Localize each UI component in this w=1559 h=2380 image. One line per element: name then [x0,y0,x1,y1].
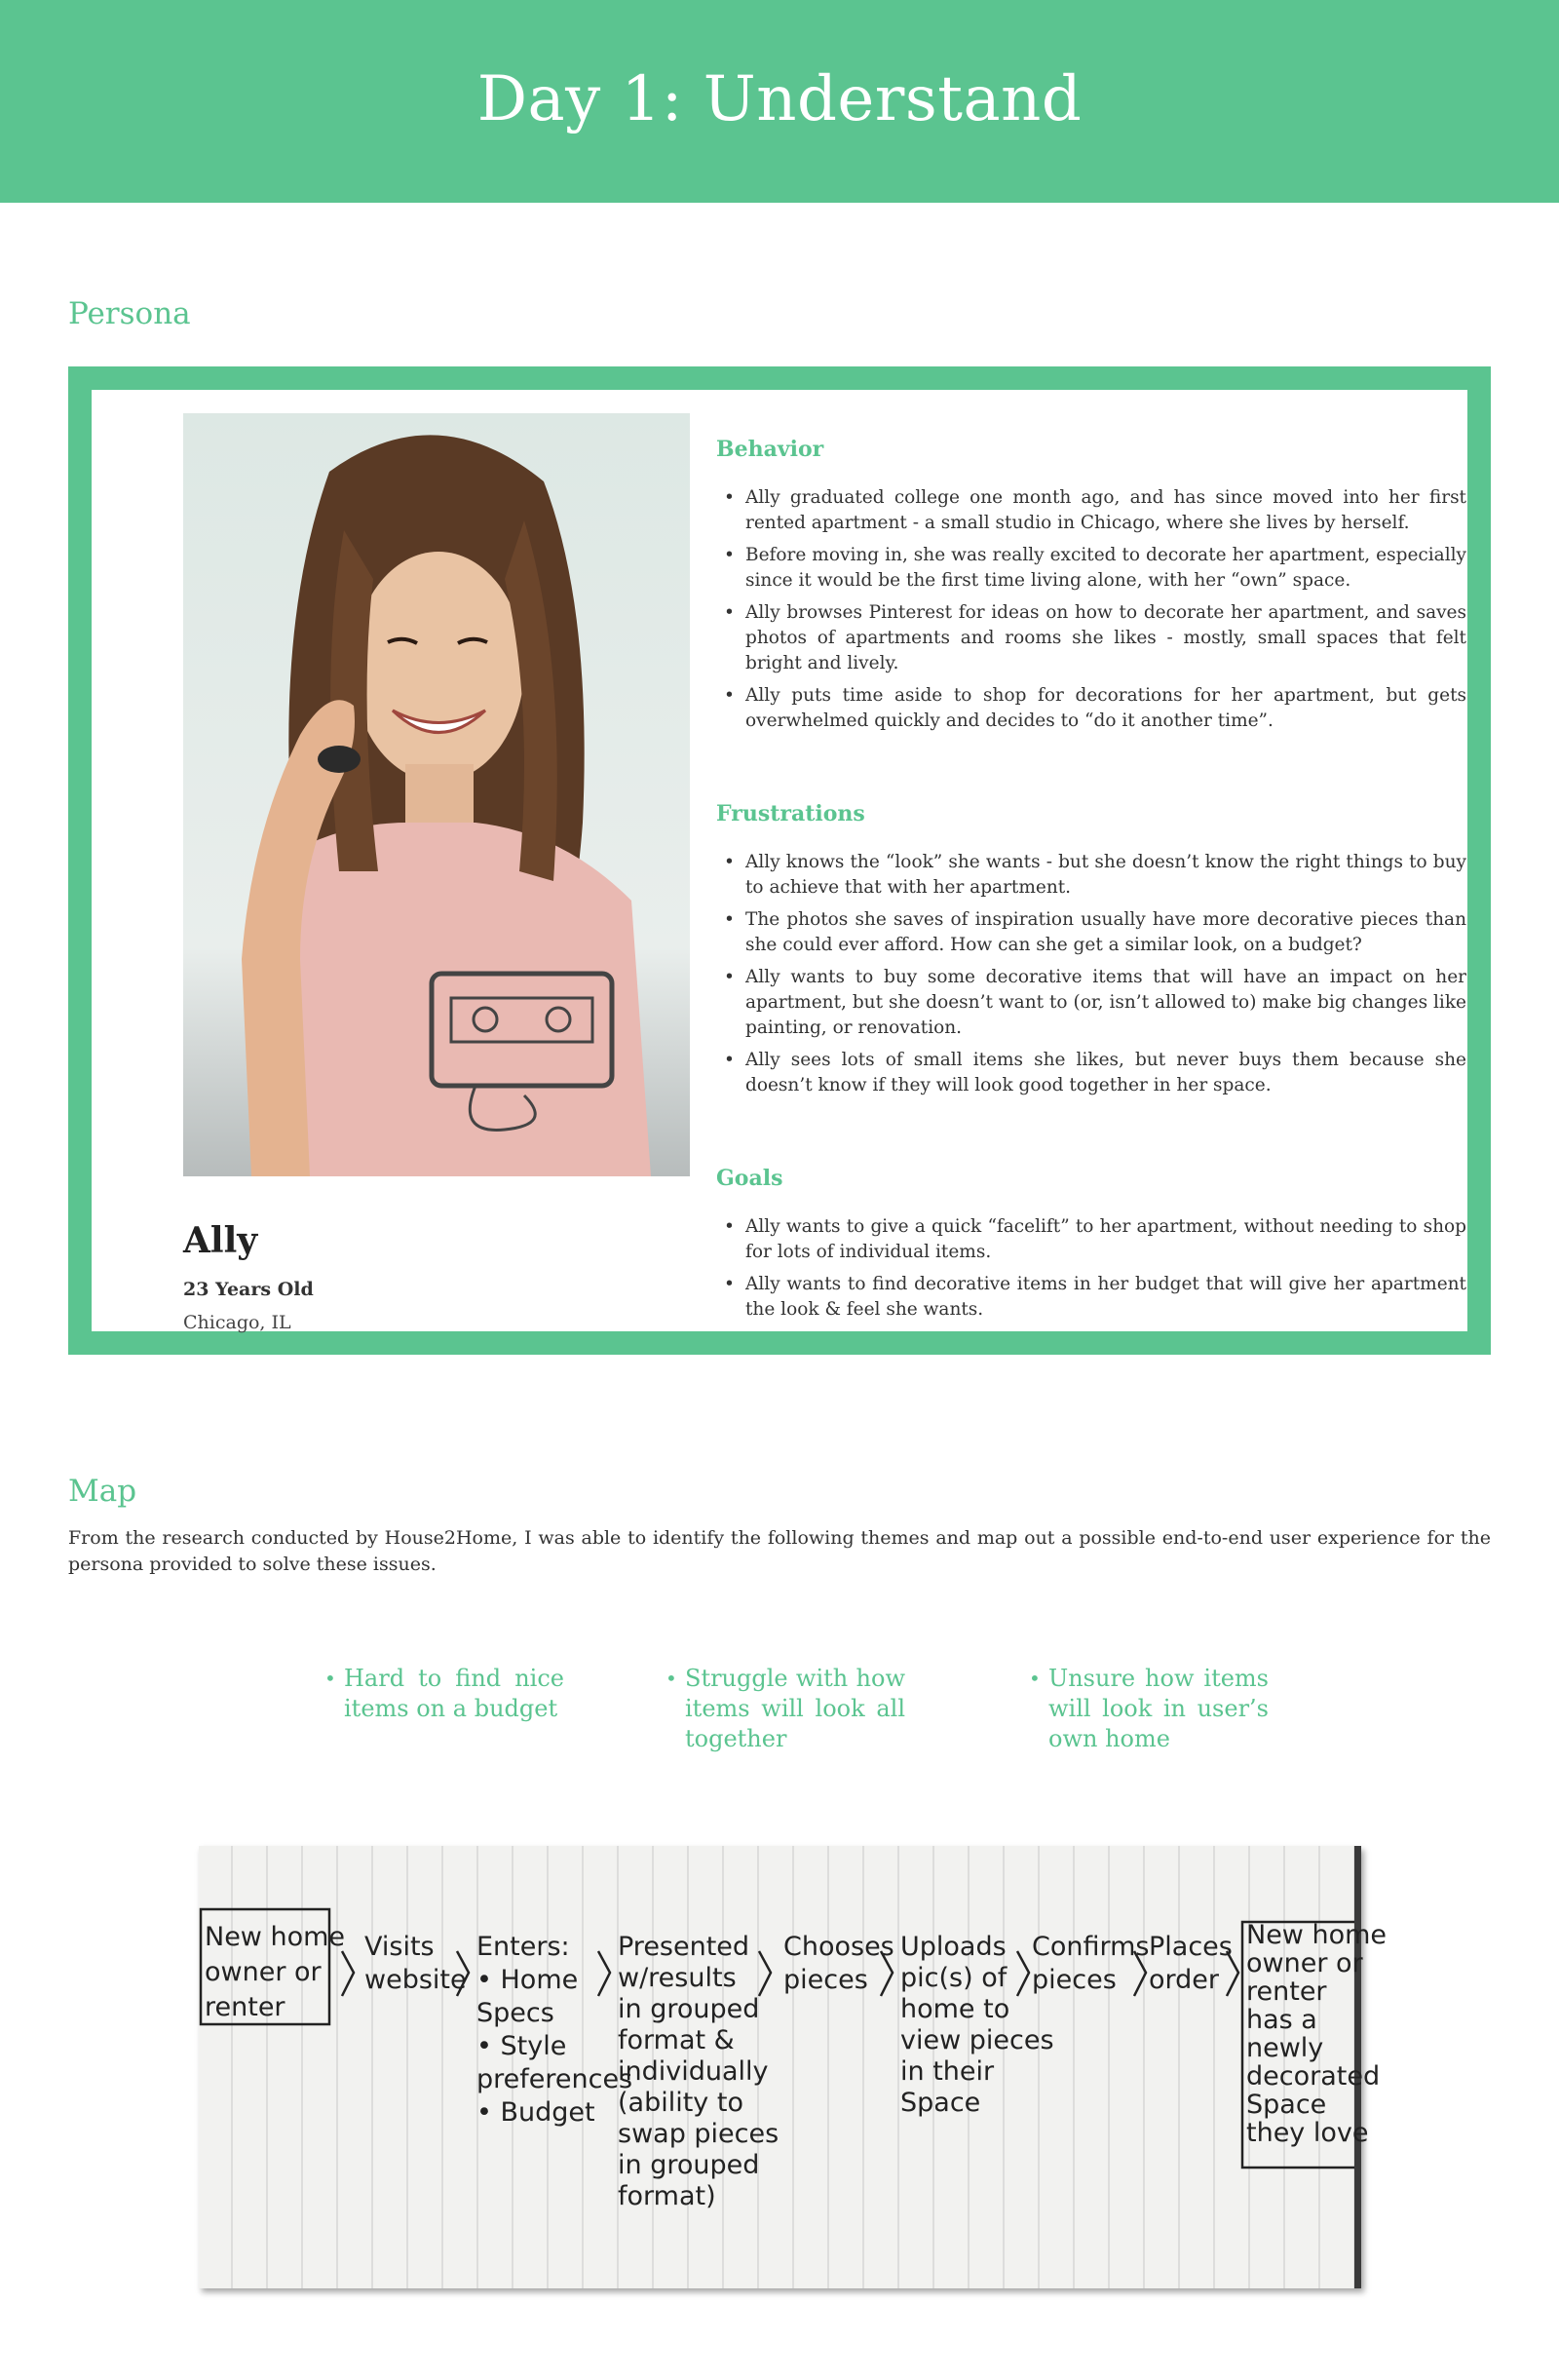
list-item: • Ally browses Pinterest for ideas on how to decorate her apartment, and saves photos of apartments and rooms she likes - mostly, small spaces that felt bright and lively. [716,600,1466,676]
sketch-step-text: website [364,1965,467,1995]
sketch-end-text: renter [1246,1977,1327,2007]
goals-heading: Goals [716,1166,783,1191]
sketch-step-text: w/results [618,1963,737,1993]
arrow-chevron [1017,1951,1029,1996]
sketch-step-text: Space [900,2088,981,2118]
goals-section [716,1166,1466,1329]
behavior-heading: Behavior [716,437,824,462]
theme-item: • Struggle with how items will look all together [662,1664,905,1754]
sketch-start-text: New home [205,1922,346,1952]
sketch-step-text: Places [1149,1932,1233,1962]
list-item: • Before moving in, she was really excited to decorate her apartment, especially since it would be the first time living alone, with her “own” space. [716,543,1466,594]
frustrations-heading: Frustrations [716,801,865,826]
sketch-step-text: swap pieces [618,2119,780,2149]
list-item: • Ally wants to give a quick “facelift” to her apartment, without needing to shop for lots of individual items. [716,1214,1466,1265]
sketch-step-text: in grouped [618,2150,760,2180]
persona-name: Ally [183,1220,258,1261]
sketch-step-text: Visits [364,1932,435,1962]
list-item: • Ally graduated college one month ago, and has since moved into her first rented apartment - a small studio in Chicago, where she lives by herself. [716,485,1466,536]
sketch-step-text: Uploads [900,1932,1007,1962]
behavior-section [716,437,1466,741]
sketch-step-text: pic(s) of [900,1963,1008,1993]
arrow-chevron [342,1951,354,1996]
sketch-step-text: Confirms [1032,1932,1150,1962]
persona-location: Chicago, IL [183,1312,291,1333]
persona-section-title: Persona [68,296,191,331]
sketch-step-text: in their [900,2056,995,2087]
sketch-end-text: Space [1246,2090,1327,2120]
sketch-step-text: Chooses [783,1932,894,1962]
list-item: • The photos she saves of inspiration usually have more decorative pieces than she could ever afford. How can she get a similar look, on a budget? [716,907,1466,958]
sketch-step-text: Enters: [476,1932,570,1962]
sketch-step-text: (ability to [618,2088,743,2118]
sketch-end-text: owner or [1246,1948,1363,1978]
arrow-chevron [598,1951,610,1996]
sketch-step-text: • Home [476,1965,579,1995]
sketch-step-text: • Style [476,2031,567,2061]
page-header [0,0,1559,203]
frustrations-section [716,801,1466,1105]
sketch-step-text: format) [618,2181,716,2211]
theme-item: • Unsure how items will look in user’s own home [1025,1664,1269,1754]
list-item: • Ally puts time aside to shop for decorations for her apartment, but gets overwhelmed quickly and decides to “do it another time”. [716,683,1466,734]
persona-card [68,366,1491,1355]
sketch-step-text: Specs [476,1998,554,2028]
journey-map-sketch [199,1846,1388,2288]
sketch-step-text: home to [900,1994,1010,2024]
sketch-step-text: format & [618,2025,735,2055]
page-title: Day 1: Understand [476,63,1083,135]
list-item: • Ally knows the “look” she wants - but she doesn’t know the right things to buy to achieve that with her apartment. [716,850,1466,901]
sketch-step-text: • Budget [476,2097,595,2128]
persona-age: 23 Years Old [183,1279,314,1300]
map-intro: From the research conducted by House2Home, I was able to identify the following themes and map out a possible end-to-end user experience for the persona provided to solve these issues. [68,1527,1491,1575]
list-item: • Ally sees lots of small items she likes, but never buys them because she doesn’t know if they will look good together in her space. [716,1048,1466,1098]
map-section-title: Map [68,1474,137,1509]
sketch-step-text: pieces [1032,1965,1117,1995]
sketch-start-text: renter [205,1992,285,2022]
sketch-end-text: they love [1246,2118,1369,2148]
sketch-step-text: order [1149,1965,1219,1995]
persona-photo [183,413,690,1176]
list-item: • Ally wants to buy some decorative items that will have an impact on her apartment, but she doesn’t want to (or, isn’t allowed to) make big changes like painting, or renovation. [716,965,1466,1041]
sketch-start-text: owner or [205,1957,322,1987]
sketch-end-text: has a [1246,2005,1317,2035]
sketch-step-text: individually [618,2056,769,2087]
sketch-step-text: view pieces [900,2025,1054,2055]
sketch-step-text: pieces [783,1965,868,1995]
sketch-end-text: newly [1246,2033,1324,2063]
sketch-end-text: decorated [1246,2061,1381,2092]
sketch-step-text: in grouped [618,1994,760,2024]
theme-item: • Hard to find nice items on a budget [321,1664,564,1724]
arrow-chevron [759,1951,771,1996]
sketch-step-text: Presented [618,1932,750,1962]
list-item: • Ally wants to find decorative items in her budget that will give her apartment the look & feel she wants. [716,1272,1466,1323]
sketch-end-text: New home [1246,1920,1388,1950]
sketch-step-text: preferences [476,2064,633,2094]
journey-map-drawing [199,1846,1388,2288]
persona-photo-image [183,413,690,1176]
